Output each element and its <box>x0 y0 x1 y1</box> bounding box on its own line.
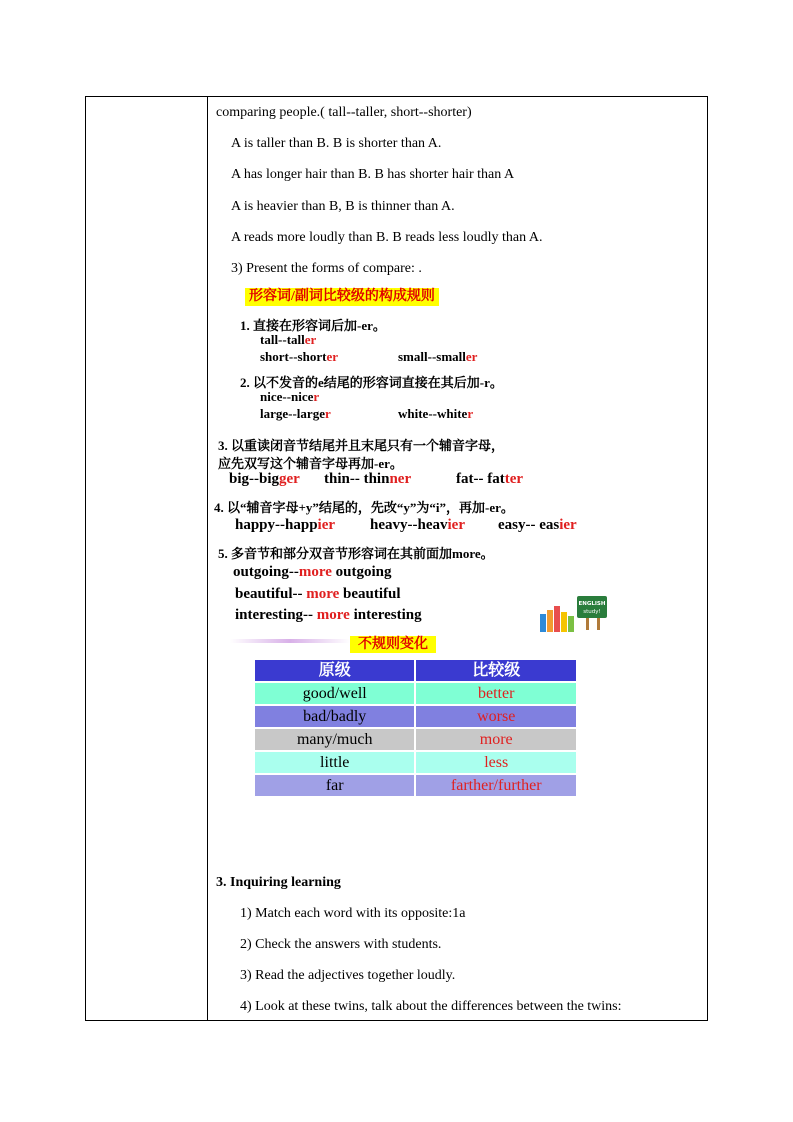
table-cell: worse <box>416 706 576 727</box>
text-line: comparing people.( tall--taller, short--shorter) <box>216 105 472 120</box>
rule-1: 1. 直接在形容词后加-er。 <box>240 318 386 333</box>
svg-text:study!: study! <box>583 609 601 615</box>
table-cell: little <box>255 752 416 773</box>
text-line: 2) Check the answers with students. <box>240 937 442 952</box>
decorative-line <box>230 639 350 643</box>
table-cell: good/well <box>255 683 416 704</box>
table-cell: farther/further <box>416 775 576 796</box>
rule-5: 5. 多音节和部分双音节形容词在其前面加more。 <box>218 546 494 561</box>
text-line: A has longer hair than B. B has shorter hair than A <box>231 167 515 182</box>
example: tall--taller <box>260 332 317 347</box>
table-cell: many/much <box>255 729 416 750</box>
table-cell: less <box>416 752 576 773</box>
table-cell: bad/badly <box>255 706 416 727</box>
table-row <box>255 706 576 727</box>
section-heading: 3. Inquiring learning <box>216 875 341 890</box>
example: short--shorter <box>260 349 338 364</box>
example: interesting-- more interesting <box>235 607 422 623</box>
example: fat-- fatter <box>456 471 524 487</box>
example: thin-- thinner <box>324 471 412 487</box>
example: small--smaller <box>398 349 478 364</box>
table-header: 比较级 <box>416 660 576 681</box>
table-row <box>255 775 576 796</box>
rule-3a: 3. 以重读闭音节结尾并且末尾只有一个辅音字母， <box>218 438 505 453</box>
rule-2: 2. 以不发音的e结尾的形容词直接在其后加-r。 <box>240 375 503 390</box>
example: white--whiter <box>398 406 474 421</box>
example: large--larger <box>260 406 331 421</box>
table-cell: more <box>416 729 576 750</box>
text-line: A is taller than B. B is shorter than A. <box>231 136 442 151</box>
text-line: A is heavier than B, B is thinner than A. <box>231 199 455 214</box>
svg-text:ENGLISH: ENGLISH <box>578 601 606 607</box>
text-line: A reads more loudly than B. B reads less loudly than A. <box>231 230 543 245</box>
column-divider <box>207 96 208 1021</box>
table-row <box>255 752 576 773</box>
books-icon <box>540 592 612 632</box>
example: big--bigger <box>229 471 300 487</box>
irregular-title: 不规则变化 <box>350 636 436 653</box>
irregular-table <box>255 658 576 798</box>
text-line: 3) Present the forms of compare: . <box>231 261 422 276</box>
table-row <box>255 683 576 704</box>
rule-4: 4. 以“辅音字母+y”结尾的，先改“y”为“i”，再加-er。 <box>214 500 514 515</box>
table-row <box>255 660 576 681</box>
table-cell: far <box>255 775 416 796</box>
example: outgoing--more outgoing <box>233 564 392 580</box>
example: happy--happier <box>235 517 336 533</box>
table-cell: better <box>416 683 576 704</box>
comparative-rules-slide <box>212 282 612 804</box>
example: heavy--heavier <box>370 517 465 533</box>
table-row <box>255 729 576 750</box>
rule-3b: 应先双写这个辅音字母再加-er。 <box>218 456 403 471</box>
text-line: 4) Look at these twins, talk about the differences between the twins: <box>240 999 622 1014</box>
example: beautiful-- more beautiful <box>235 586 401 602</box>
text-line: 1) Match each word with its opposite:1a <box>240 906 466 921</box>
table-header: 原级 <box>255 660 416 681</box>
example: easy-- easier <box>498 517 577 533</box>
text-line: 3) Read the adjectives together loudly. <box>240 968 456 983</box>
example: nice--nicer <box>260 389 320 404</box>
slide-title: 形容词/副词比较级的构成规则 <box>245 288 439 306</box>
